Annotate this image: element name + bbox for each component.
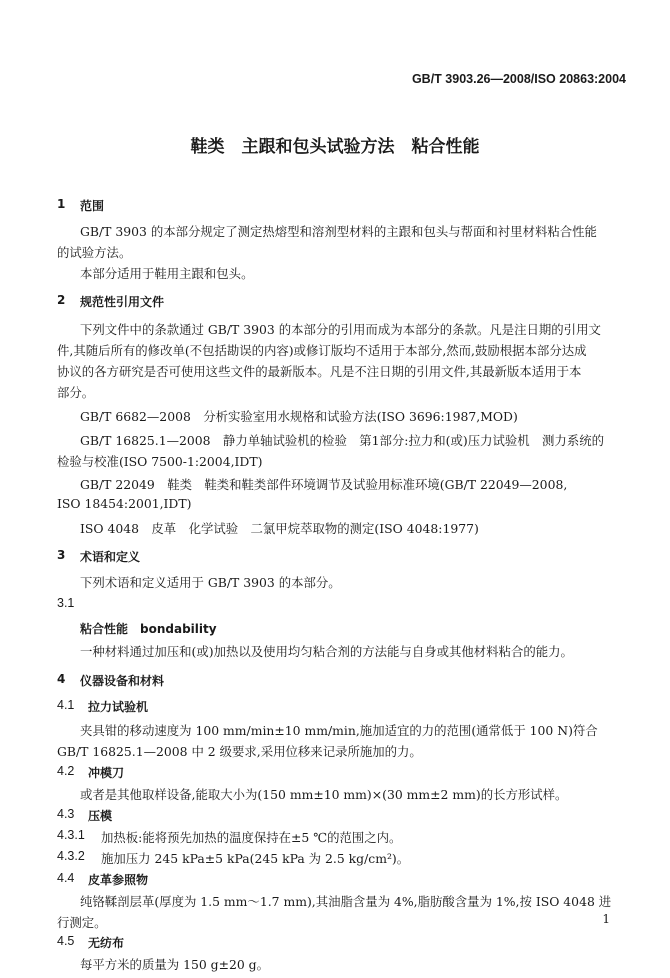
clause-3-1-number: 3.1 <box>57 596 75 610</box>
clause-4-1-number: 4.1 <box>57 698 75 712</box>
clause-4-5-number: 4.5 <box>57 934 75 948</box>
clause-4-5-line-1: 每平方米的质量为 150 g±20 g。 <box>80 957 269 972</box>
term-definition: 一种材料通过加压和(或)加热以及使用均匀粘合剂的方法能与自身或其他材料粘合的能力。 <box>80 644 573 659</box>
clause-4-1-heading: 拉力试验机 <box>88 700 149 714</box>
section-1-para-2: 本部分适用于鞋用主跟和包头。 <box>80 266 254 281</box>
reference-3b: ISO 18454:2001,IDT) <box>57 496 192 511</box>
section-1-number: 1 <box>57 197 66 211</box>
section-2-para-c: 协议的各方研究是否可使用这些文件的最新版本。凡是不注日期的引用文件,其最新版本适用于本 <box>57 364 582 379</box>
clause-4-2-number: 4.2 <box>57 764 75 778</box>
section-4-number: 4 <box>57 672 66 686</box>
section-2-number: 2 <box>57 293 66 307</box>
reference-4: ISO 4048 皮革 化学试验 二氯甲烷萃取物的测定(ISO 4048:1977) <box>80 521 479 536</box>
section-1-para-1b: 的试验方法。 <box>57 245 132 260</box>
term-bondability: 粘合性能 bondability <box>80 622 217 636</box>
reference-1: GB/T 6682—2008 分析实验室用水规格和试验方法(ISO 3696:1987,MOD) <box>80 409 518 424</box>
clause-4-2-line-1: 或者是其他取样设备,能取大小为(150 mm±10 mm)×(30 mm±2 mm)的长方形试样。 <box>80 787 568 802</box>
clause-4-3-1-text: 加热板:能将预先加热的温度保持在±5 ℃的范围之内。 <box>101 830 402 845</box>
clause-4-3-1-number: 4.3.1 <box>57 828 85 842</box>
clause-4-4-line-2: 行测定。 <box>57 915 107 930</box>
clause-4-3-number: 4.3 <box>57 807 75 821</box>
section-2-para-a: 下列文件中的条款通过 GB/T 3903 的本部分的引用而成为本部分的条款。凡是注日期的引用文 <box>80 322 601 337</box>
clause-4-2-heading: 冲模刀 <box>88 766 125 780</box>
reference-2a: GB/T 16825.1—2008 静力单轴试验机的检验 第1部分:拉力和(或)压力试验机 测力系统的 <box>80 433 604 448</box>
section-3-heading: 术语和定义 <box>80 550 141 564</box>
section-1-heading: 范围 <box>80 199 105 213</box>
clause-4-5-heading: 无纺布 <box>88 936 125 950</box>
clause-4-4-number: 4.4 <box>57 871 75 885</box>
section-2-para-d: 部分。 <box>57 385 95 400</box>
clause-4-1-line-1: 夹具钳的移动速度为 100 mm/min±10 mm/min,施加适宜的力的范围(通常低于 100 N)符合 <box>80 723 598 738</box>
section-2-para-b: 件,其随后所有的修改单(不包括勘误的内容)或修订版均不适用于本部分,然而,鼓励根据本部分达成 <box>57 343 587 358</box>
standard-number: GB/T 3903.26—2008/ISO 20863:2004 <box>411 72 626 86</box>
reference-2b: 检验与校准(ISO 7500-1:2004,IDT) <box>57 454 263 469</box>
clause-4-1-line-2: GB/T 16825.1—2008 中 2 级要求,采用位移来记录所施加的力。 <box>57 744 422 759</box>
clause-4-4-line-1: 纯铬鞣剖层革(厚度为 1.5 mm～1.7 mm),其油脂含量为 4%,脂肪酸含量为 1%,按 ISO 4048 进 <box>80 894 612 909</box>
section-4-heading: 仪器设备和材料 <box>80 674 165 688</box>
reference-3a: GB/T 22049 鞋类 鞋类和鞋类部件环境调节及试验用标准环境(GB/T 22049—2008, <box>80 477 568 492</box>
clause-4-3-heading: 压模 <box>88 809 113 823</box>
section-1-para-1a: GB/T 3903 的本部分规定了测定热熔型和溶剂型材料的主跟和包头与帮面和衬里材料粘合性能 <box>80 224 597 239</box>
page-number: 1 <box>602 912 610 926</box>
clause-4-4-heading: 皮革参照物 <box>88 873 149 887</box>
section-3-para: 下列术语和定义适用于 GB/T 3903 的本部分。 <box>80 575 341 590</box>
document-title: 鞋类 主跟和包头试验方法 粘合性能 <box>190 137 480 157</box>
section-3-number: 3 <box>57 548 66 562</box>
section-2-heading: 规范性引用文件 <box>80 295 165 309</box>
clause-4-3-2-number: 4.3.2 <box>57 849 85 863</box>
clause-4-3-2-text: 施加压力 245 kPa±5 kPa(245 kPa 为 2.5 kg/cm²)。 <box>101 851 410 866</box>
